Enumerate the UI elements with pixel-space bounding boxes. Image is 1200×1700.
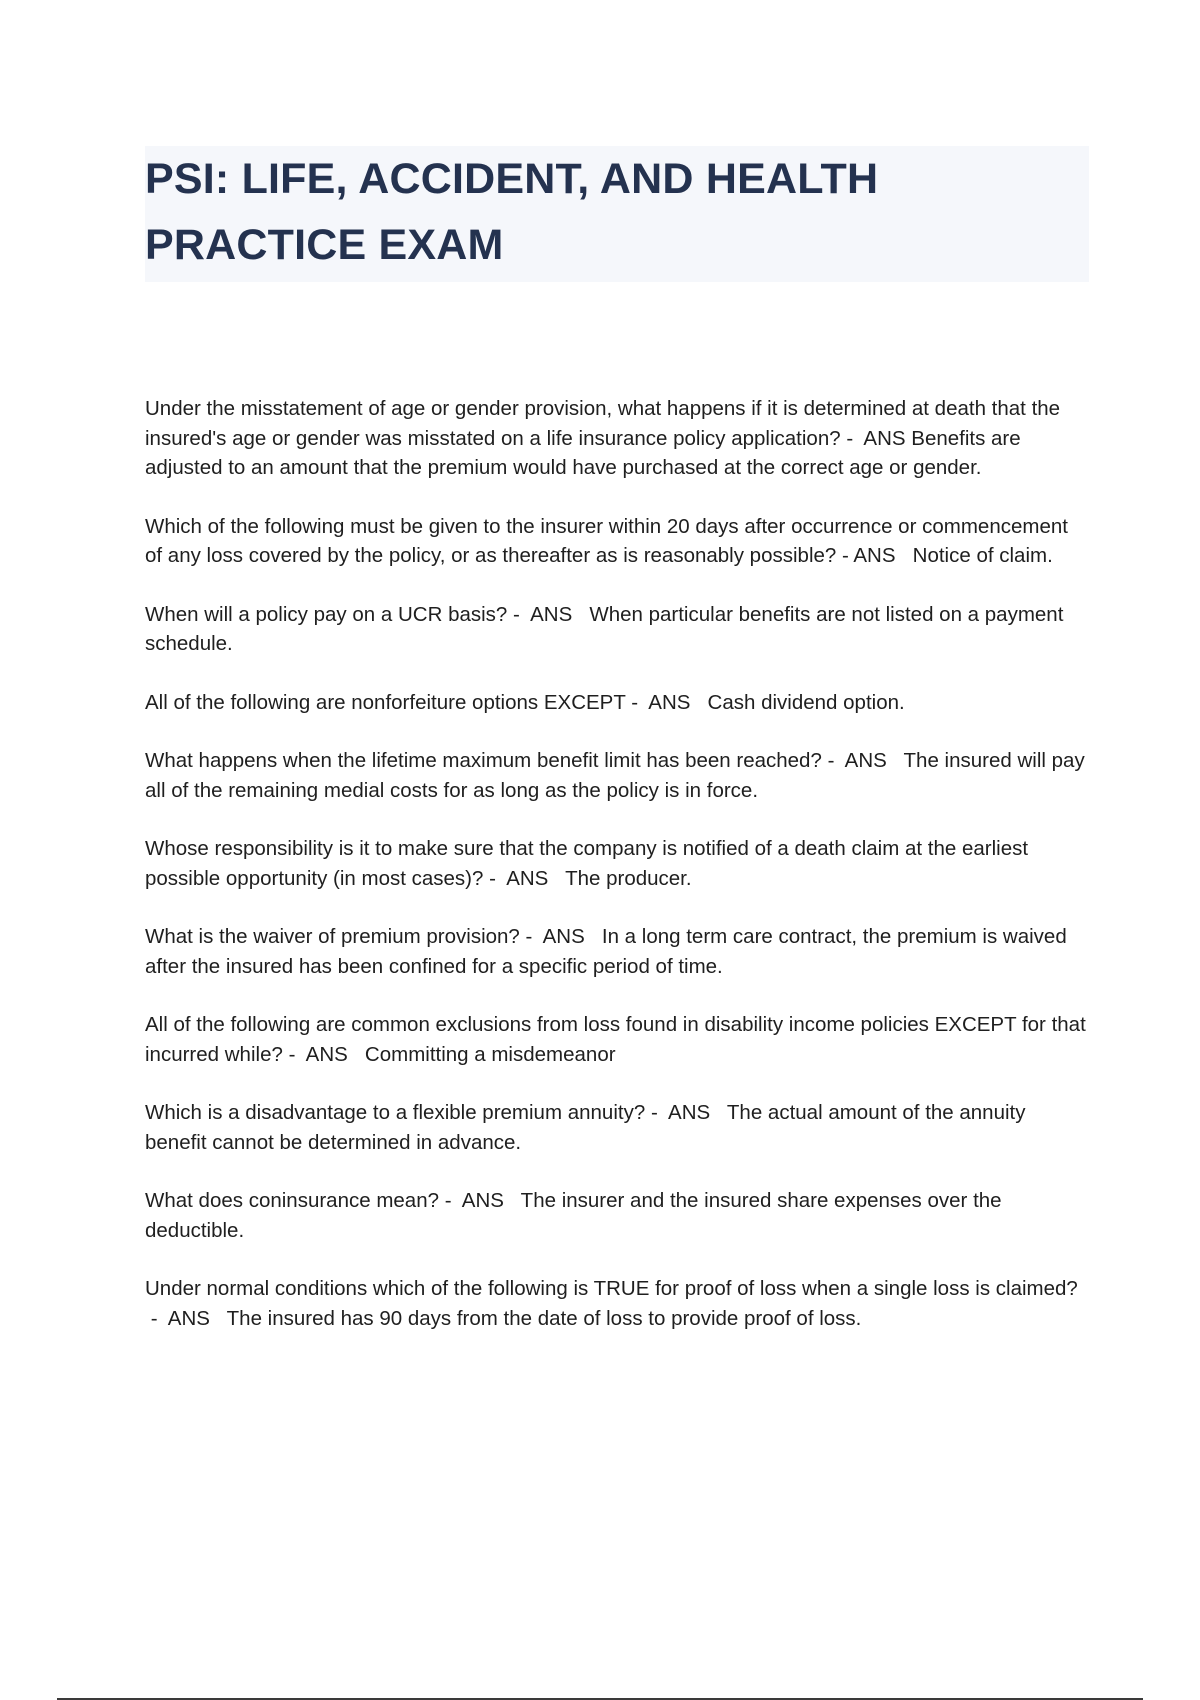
qa-item [145,922,1090,981]
question-text: What does coninsurance mean? [145,1189,440,1212]
answer-text: The insured has 90 days from the date of loss to provide proof of loss. [226,1306,862,1330]
ans-separator: - ANS [821,749,887,772]
ans-separator: - ANS [840,426,906,450]
answer-text: Committing a misdemeanor [364,1042,616,1066]
qa-item [145,746,1090,805]
answer-text: When particular benefits are not listed on a payment schedule. [145,602,1064,655]
qa-item [145,512,1090,571]
page-title: PSI: LIFE, ACCIDENT, AND HEALTH PRACTICE EXAM [145,155,879,269]
qa-list [145,394,1090,1362]
qa-item [145,1186,1090,1245]
ans-separator: - ANS [836,544,896,567]
ans-separator: - ANS [625,690,691,714]
question-text: What happens when the lifetime maximum benefit limit has been reached? [145,749,822,772]
answer-text: The producer. [565,866,692,890]
question-text: Under normal conditions which of the following is TRUE for proof of loss when a single loss is claimed? [145,1277,1078,1300]
ans-separator: - ANS [507,602,573,626]
answer-text: The insurer and the insured share expenses over the deductible. [145,1189,1002,1242]
qa-item [145,834,1090,893]
ans-separator: - ANS [645,1101,711,1124]
ans-separator: - ANS [439,1189,504,1212]
answer-text: In a long term care contract, the premium is waived after the insured has been confined for a specific period of time. [145,925,1067,978]
title-block [145,146,1089,282]
question-text: Under the misstatement of age or gender provision, what happens if it is determined at death that the insured's age or gender was misstated on a life insurance policy application? [145,397,1061,450]
qa-item [145,600,1090,659]
question-text: All of the following are nonforfeiture options EXCEPT [145,690,626,714]
qa-item [145,394,1090,483]
question-text: Which of the following must be given to the insurer within 20 days after occurrence or commencement of any loss covered by the policy, or as thereafter as is reasonably possible? [145,514,1068,567]
question-text: When will a policy pay on a UCR basis? [145,602,508,626]
qa-item [145,688,1090,718]
ans-separator: - ANS [483,866,549,890]
question-text: Whose responsibility is it to make sure that the company is notified of a death claim at the earliest possible opportunity (in most cases)? [145,837,1029,890]
question-text: Which is a disadvantage to a flexible premium annuity? [145,1101,646,1124]
question-text: All of the following are common exclusions from loss found in disability income policies EXCEPT for that incurred while? [145,1013,1086,1066]
qa-item [145,1010,1090,1069]
question-text: What is the waiver of premium provision? [145,925,520,948]
qa-item [145,1098,1090,1157]
answer-text: The actual amount of the annuity benefit cannot be determined in advance. [145,1101,1026,1154]
answer-text: Benefits are adjusted to an amount that the premium would have purchased at the correct age or gender. [145,426,1021,479]
answer-text: The insured will pay all of the remaining medial costs for as long as the policy is in force. [145,749,1085,802]
ans-separator: - ANS [145,1306,210,1330]
qa-item [145,1274,1090,1333]
answer-text: Cash dividend option. [707,690,905,714]
ans-separator: - ANS [282,1042,348,1066]
ans-separator: - ANS [519,925,585,948]
answer-text: Notice of claim. [912,544,1053,567]
